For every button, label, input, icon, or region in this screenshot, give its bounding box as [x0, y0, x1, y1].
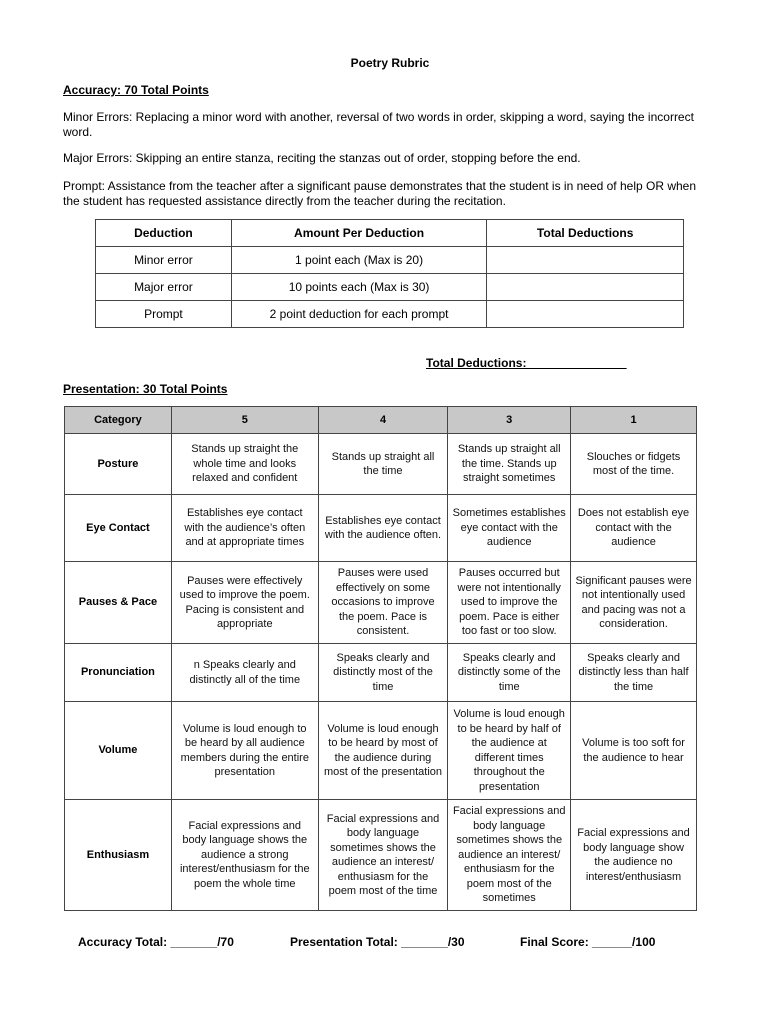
criteria-cell: Significant pauses were not intentionally used and pacing was not a consideration.	[571, 562, 697, 644]
criteria-cell: Sometimes establishes eye contact with the audience	[448, 495, 571, 562]
criteria-cell: Establishes eye contact with the audience often.	[318, 495, 448, 562]
table-row	[65, 434, 697, 495]
deduction-type: Major error	[96, 274, 232, 301]
total-deduction-cell	[487, 274, 684, 301]
category-label: Pauses & Pace	[65, 562, 172, 644]
criteria-cell: Facial expressions and body language shows the audience a strong interest/enthusiasm for the poem the whole time	[171, 800, 318, 911]
presentation-total: Presentation Total: _______/30	[290, 935, 465, 949]
criteria-cell: Stands up straight the whole time and looks relaxed and confident	[171, 434, 318, 495]
table-row	[65, 800, 697, 911]
criteria-cell: Volume is too soft for the audience to hear	[571, 702, 697, 800]
column-header-category: Category	[65, 407, 172, 434]
table-row	[65, 702, 697, 800]
presentation-heading: Presentation: 30 Total Points	[63, 382, 228, 396]
deduction-type: Minor error	[96, 247, 232, 274]
column-header-score: 5	[171, 407, 318, 434]
deduction-amount: 10 points each (Max is 30)	[231, 274, 487, 301]
prompt-text: Prompt: Assistance from the teacher after a significant pause demonstrates that the student is in need of help OR when the student has requested assistance directly from the teacher during the recitation.	[63, 179, 697, 208]
criteria-cell: Speaks clearly and distinctly most of the time	[318, 644, 448, 702]
criteria-cell: Speaks clearly and distinctly less than half the time	[571, 644, 697, 702]
criteria-cell: Stands up straight all the time. Stands up straight sometimes	[448, 434, 571, 495]
table-row	[65, 562, 697, 644]
criteria-cell: Volume is loud enough to be heard by all audience members during the entire presentation	[171, 702, 318, 800]
criteria-cell: Facial expressions and body language sometimes shows the audience an interest/ enthusiasm for the poem most of the sometimes	[448, 800, 571, 911]
column-header: Deduction	[96, 220, 232, 247]
total-deduction-cell	[487, 301, 684, 328]
deduction-amount: 2 point deduction for each prompt	[231, 301, 487, 328]
accuracy-deduction-table	[95, 219, 684, 328]
criteria-cell: n Speaks clearly and distinctly all of the time	[171, 644, 318, 702]
category-label: Volume	[65, 702, 172, 800]
table-row	[96, 301, 684, 328]
criteria-cell: Slouches or fidgets most of the time.	[571, 434, 697, 495]
accuracy-heading: Accuracy: 70 Total Points	[63, 83, 209, 97]
category-label: Pronunciation	[65, 644, 172, 702]
deduction-type: Prompt	[96, 301, 232, 328]
table-row	[96, 247, 684, 274]
column-header: Amount Per Deduction	[231, 220, 487, 247]
accuracy-total: Accuracy Total: _______/70	[78, 935, 234, 949]
criteria-cell: Facial expressions and body language show the audience no interest/enthusiasm	[571, 800, 697, 911]
criteria-cell: Pauses were used effectively on some occasions to improve the poem. Pace is consistent.	[318, 562, 448, 644]
table-row	[65, 495, 697, 562]
criteria-cell: Does not establish eye contact with the audience	[571, 495, 697, 562]
table-header-row	[96, 220, 684, 247]
final-score: Final Score: ______/100	[520, 935, 656, 949]
total-deductions-line: Total Deductions:_______________	[426, 356, 627, 370]
criteria-cell: Pauses were effectively used to improve the poem. Pacing is consistent and appropriate	[171, 562, 318, 644]
presentation-rubric-table	[64, 406, 697, 911]
criteria-cell: Stands up straight all the time	[318, 434, 448, 495]
table-header-row	[65, 407, 697, 434]
criteria-cell: Facial expressions and body language sometimes shows the audience an interest/ enthusiasm for the poem most of the time	[318, 800, 448, 911]
table-row	[65, 644, 697, 702]
minor-errors-text: Minor Errors: Replacing a minor word with another, reversal of two words in order, skipping a word, saying the incorrect word.	[63, 110, 694, 139]
deduction-amount: 1 point each (Max is 20)	[231, 247, 487, 274]
criteria-cell: Speaks clearly and distinctly some of the time	[448, 644, 571, 702]
column-header-score: 3	[448, 407, 571, 434]
criteria-cell: Volume is loud enough to be heard by most of the audience during most of the presentation	[318, 702, 448, 800]
total-deduction-cell	[487, 247, 684, 274]
major-errors-text: Major Errors: Skipping an entire stanza, reciting the stanzas out of order, stopping before the end.	[63, 151, 581, 165]
category-label: Eye Contact	[65, 495, 172, 562]
column-header-score: 1	[571, 407, 697, 434]
page-title: Poetry Rubric	[350, 56, 430, 70]
column-header: Total Deductions	[487, 220, 684, 247]
criteria-cell: Pauses occurred but were not intentionally used to improve the poem. Pace is either too fast or too slow.	[448, 562, 571, 644]
criteria-cell: Volume is loud enough to be heard by half of the audience at different times throughout the presentation	[448, 702, 571, 800]
criteria-cell: Establishes eye contact with the audience’s often and at appropriate times	[171, 495, 318, 562]
table-row	[96, 274, 684, 301]
category-label: Enthusiasm	[65, 800, 172, 911]
category-label: Posture	[65, 434, 172, 495]
column-header-score: 4	[318, 407, 448, 434]
